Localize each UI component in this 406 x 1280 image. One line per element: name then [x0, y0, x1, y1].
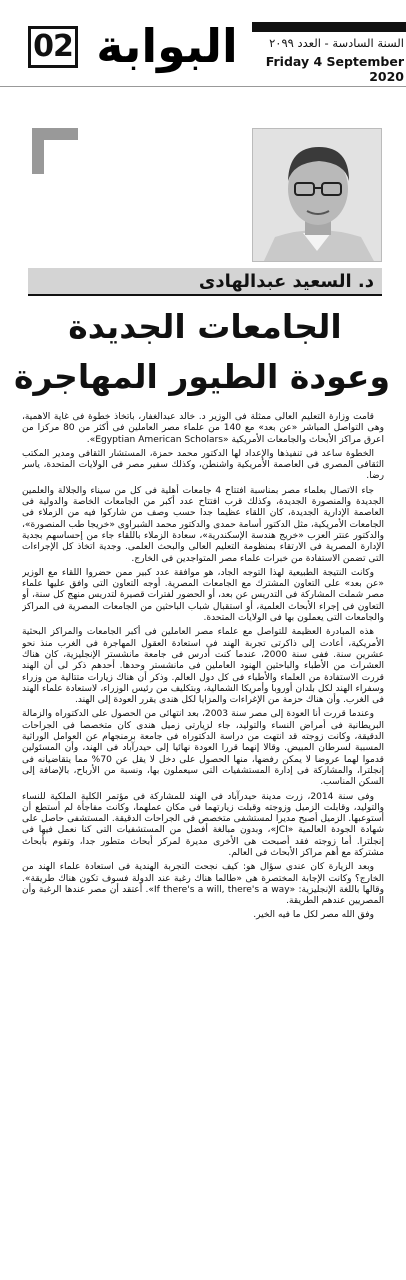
corner-bracket-icon-vertical: [32, 128, 44, 174]
author-portrait-illustration: [253, 129, 382, 262]
masthead-divider: [0, 86, 406, 87]
publication-date: Friday 4 September 2020: [265, 54, 404, 84]
author-name: د. السعيد عبدالهادى: [198, 271, 374, 292]
paragraph-5: هذه المبادرة العظيمة للتواصل مع علماء مصر العاملين فى أكبر الجامعات والمراكز البحثية الأمريكية، أعادت إلى ذاكرتى تجربة الهند فى استعادة العقول المهاجرة فى الغرب منذ نحو عشرين سنة. ففى سنة 2000، عندما كنت أدرس فى جامعة مانشستر الإنجليزية، كان هناك العشرات من الأطباء والباحثين الهنود العاملين فى مانشستر وحدها. أحدهم ذكر لى أن الهند قررت الاستفادة من العلماء والأطباء فى كل دول العالم. وذكر أن هناك زيارات متتالية من وزراء وسفراء الهند لكل بلدان أوروبا وأمريكا الشمالية، وبتكليف من رئيس الوزراء، لاستعادة علماء الهند فى الغرب. وأن هناك حزمة من الإغراءات والمزايا لكل هندى يقرر العودة إلى الهند.: [22, 627, 384, 706]
paragraph-7: وفى سنة 2014، زرت مدينة حيدرآباد فى الهند للمشاركة فى مؤتمر الكلية الملكية للنساء والتوليد، وقابلت الزميل وزوجته وقبلت زيارتهما فى مكان عملهما، وكانت مفاجأة لم أستطع أن أستوعبها. الزميل أصبح مديرا لمستشفى متخصص فى الجراحات الدقيقة. المستشفى حاصل على شهادة الجودة العالمية «JCI»، وبدون مبالغة أفضل من المستشفيات التى كنا نعمل فيها فى إنجلترا. أما زوجته فقد أصبحت هى الأخرى مديرة لمركز أبحاث متطور جدا، وتقوم بأبحاث مشتركة مع أهم مراكز الأبحاث فى العالم.: [22, 791, 384, 858]
paragraph-9: وفق الله مصر لكل ما فيه الخير.: [253, 910, 374, 921]
masthead-bar: [252, 22, 406, 32]
paragraph-3: جاء الاتصال بعلماء مصر بمناسبة افتتاح 4 جامعات أهلية فى كل من سيناء والجلالة والعلمين الجديدة والمنصورة الجديدة، وكذلك قرب افتتاح عدد أكبر من الجامعات الخاصة والدولية فى العاصمة الإدارية الجديدة، كان اللقاء عظيما جدا حسب وصف من شاركوا فيه من الزملاء فى الجامعات الأمريكية، مثل الدكتور أسامة حمدى والدكتور محمد الشبراوى «خريجا طب المنصورة»، والدكتور عنتر العزب «خريج هندسة الإسكندرية»، سعادة الزملاء باللقاء جاء من إحساسهم بجدية الإدارة المصرية فى الارتقاء بمنظومة التعليم العالى والبحث العلمى. وجدية اتخاذ كل الإجراءات التى تضمن الاستفادة من خبرات علماء مصر المتواجدين فى الخارج.: [22, 485, 384, 564]
article-body: [22, 412, 384, 1268]
article-headline: [14, 302, 390, 402]
byline-bar: [28, 268, 382, 296]
paragraph-6: وعندما قررت أنا العودة إلى مصر سنة 2003، بعد انتهائى من الحصول على الدكتوراه والزمالة البريطانية فى أمراض النساء والتوليد، جاء لزيارتى زميل هندى كان متخصصا فى الجراحات الدقيقة، وكانت زوجته قد انتهت من دراسة الدكتوراه فى جامعة برمنجهام عن العوامل الوراثية المسببة لسرطان المبيض. وقالا إنهما قررا العودة نهائيا إلى حيدرآباد فى الهند، وأن المسئولين قدموا لهما عروضا لا يمكن رفضها، منها الحصول على دخل لا يقل عن 70% مما يتقاضيانه فى إنجلترا، والمشاركة فى إدارة المستشفيات التى سيعملون بها، ونسبة من الأرباح، بالإضافة إلى السكن المناسب.: [22, 709, 384, 788]
headline-line-2: وعودة الطيور المهاجرة: [14, 357, 390, 396]
paragraph-4: وكانت النتيجة الطبيعية لهذا التوجه الجاد، هو موافقة عدد كبير ممن حضروا اللقاء مع الوزير «عن بعد» على التعاون المشترك مع الجامعات المصرية. أوجه التعاون التى وافق عليها علماء مصر شملت المشاركة فى التدريس عن بعد، أو الحضور لفترات قصيرة لتدريس منهج كل سنة، أو التعاون فى إجراء الأبحاث العلمية، أو استقبال شباب الباحثين من الجامعات المصرية فى المراكز والجامعات التى يعملون بها فى الولايات المتحدة.: [22, 567, 384, 624]
masthead: [0, 0, 406, 84]
paragraph-1: قامت وزارة التعليم العالى ممثلة فى الوزير د. خالد عبدالغفار، باتخاذ خطوة فى غاية الأهمية، وهى التواصل المباشر «عن بعد» مع 140 من علماء مصر العاملين فى أكثر من 80 مركزا من اعرق مراكز الأبحاث والجامعات الأمريكية «Egyptian American Scholars».: [22, 412, 384, 445]
brand-logo: البوابة: [96, 19, 238, 73]
headline-line-1: الجامعات الجديدة: [68, 307, 342, 346]
author-photo: [252, 128, 382, 262]
page-number: 02: [28, 26, 78, 68]
paragraph-8: وبعد الزيارة كان عندى سؤال هو: كيف نجحت التجربة الهندية فى استعادة علماء الهند من الخارج؟ وكانت الإجابة المختصرة هى «طالما هناك رغبة عند الدولة فسوف تكون هناك طريقة». وقالها باللغة الإنجليزية: «If there's a will, there's a way». أعتقد أن مصر عندها الرغبة وأن المصريين عندهم الطريقة.: [22, 862, 384, 907]
paragraph-2: الخطوة ساعد فى تنفيذها والإعداد لها الدكتور محمد حمزة، المستشار الثقافى ومدير المكتب الثقافى المصرى فى العاصمة الأمريكية واشنطن، وكذلك سفير مصر فى الولايات المتحدة، ياسر رضا.: [22, 448, 384, 482]
issue-line: السنة السادسة - العدد ٢٠٩٩: [269, 36, 404, 50]
